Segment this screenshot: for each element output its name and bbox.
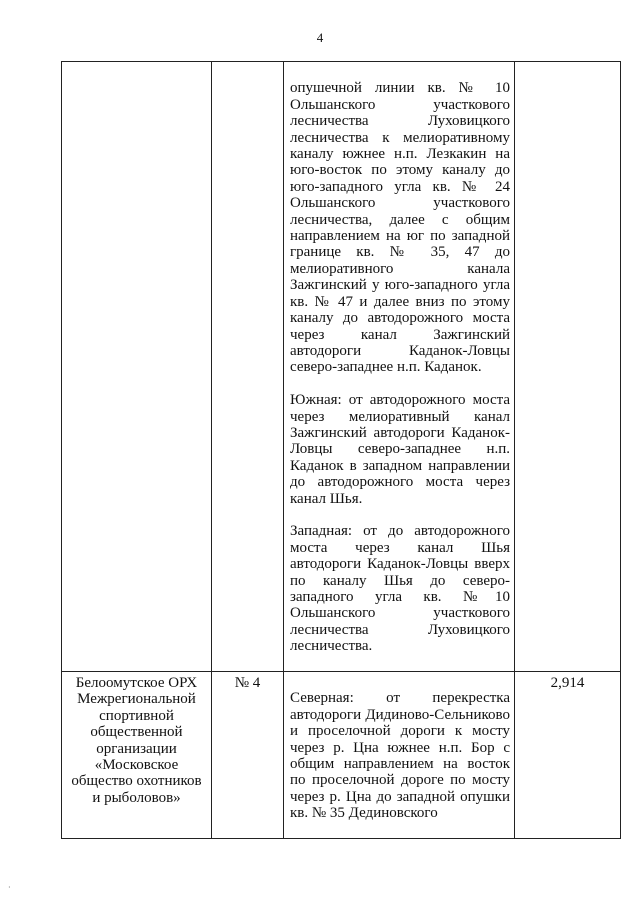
boundary-description [284, 62, 514, 671]
plot-number: № 4 [234, 675, 261, 692]
organization-cell [62, 672, 212, 839]
plot-number [212, 62, 283, 65]
boundary-description-cell [284, 672, 515, 839]
table-row [62, 672, 621, 839]
boundary-table [61, 61, 621, 839]
boundary-paragraph: опушечной линии кв. № 10 Ольшанского участкового лесничества Луховицкого лесничества к мелиоративному каналу южнее н.п. Лезкакин на юго-восток по этому каналу до юго-западного угла кв. № 24 Ольшанского участкового лесничества, далее с общим направлением на юг по западной границе кв. № 35, 47 до мелиоративного канала Зажгинский у юго-западного угла кв. № 47 и далее вниз по этому каналу до автодорожного моста через канал Зажгинский автодороги Каданок-Ловцы северо-западнее н.п. Каданок. [290, 80, 510, 376]
boundary-paragraph: Южная: от автодорожного моста через мелиоративный канал Зажгинский автодороги Каданок-Ловцы северо-западнее н.п. Каданок в западном направлении до автодорожного моста через канал Шья. [290, 392, 510, 507]
area-cell [515, 672, 621, 839]
boundary-paragraph: Западная: от до автодорожного моста через канал Шья автодороги Каданок-Ловцы вверх по каналу Шья до северо-западного угла кв. №10 Ольшанского участкового лесничества Луховицкого лесничества. [290, 523, 510, 655]
boundary-description-cell [284, 62, 515, 672]
organization-name [62, 62, 211, 65]
scan-mark: · [8, 883, 11, 892]
area-cell [515, 62, 621, 672]
boundary-paragraph: Северная: от перекрестка автодороги Дидиново-Сельниково и проселочной дороги к мосту через р. Цна южнее н.п. Бор с общим направлением на восток по проселочной дороге по мосту через р. Цна до западной опушки кв. № 35 Дединовского [290, 690, 510, 822]
table-row [62, 62, 621, 672]
area-value [515, 62, 620, 65]
area-value: 2,914 [550, 675, 585, 692]
page-number: 4 [316, 30, 324, 45]
organization-cell [62, 62, 212, 672]
boundary-description [284, 672, 514, 838]
organization-name: Белоомутское ОРХ Межрегиональной спортивной общественной организации «Московское общество охотников и рыболовов» [71, 675, 202, 806]
plot-number-cell [212, 62, 284, 672]
plot-number-cell [212, 672, 284, 839]
